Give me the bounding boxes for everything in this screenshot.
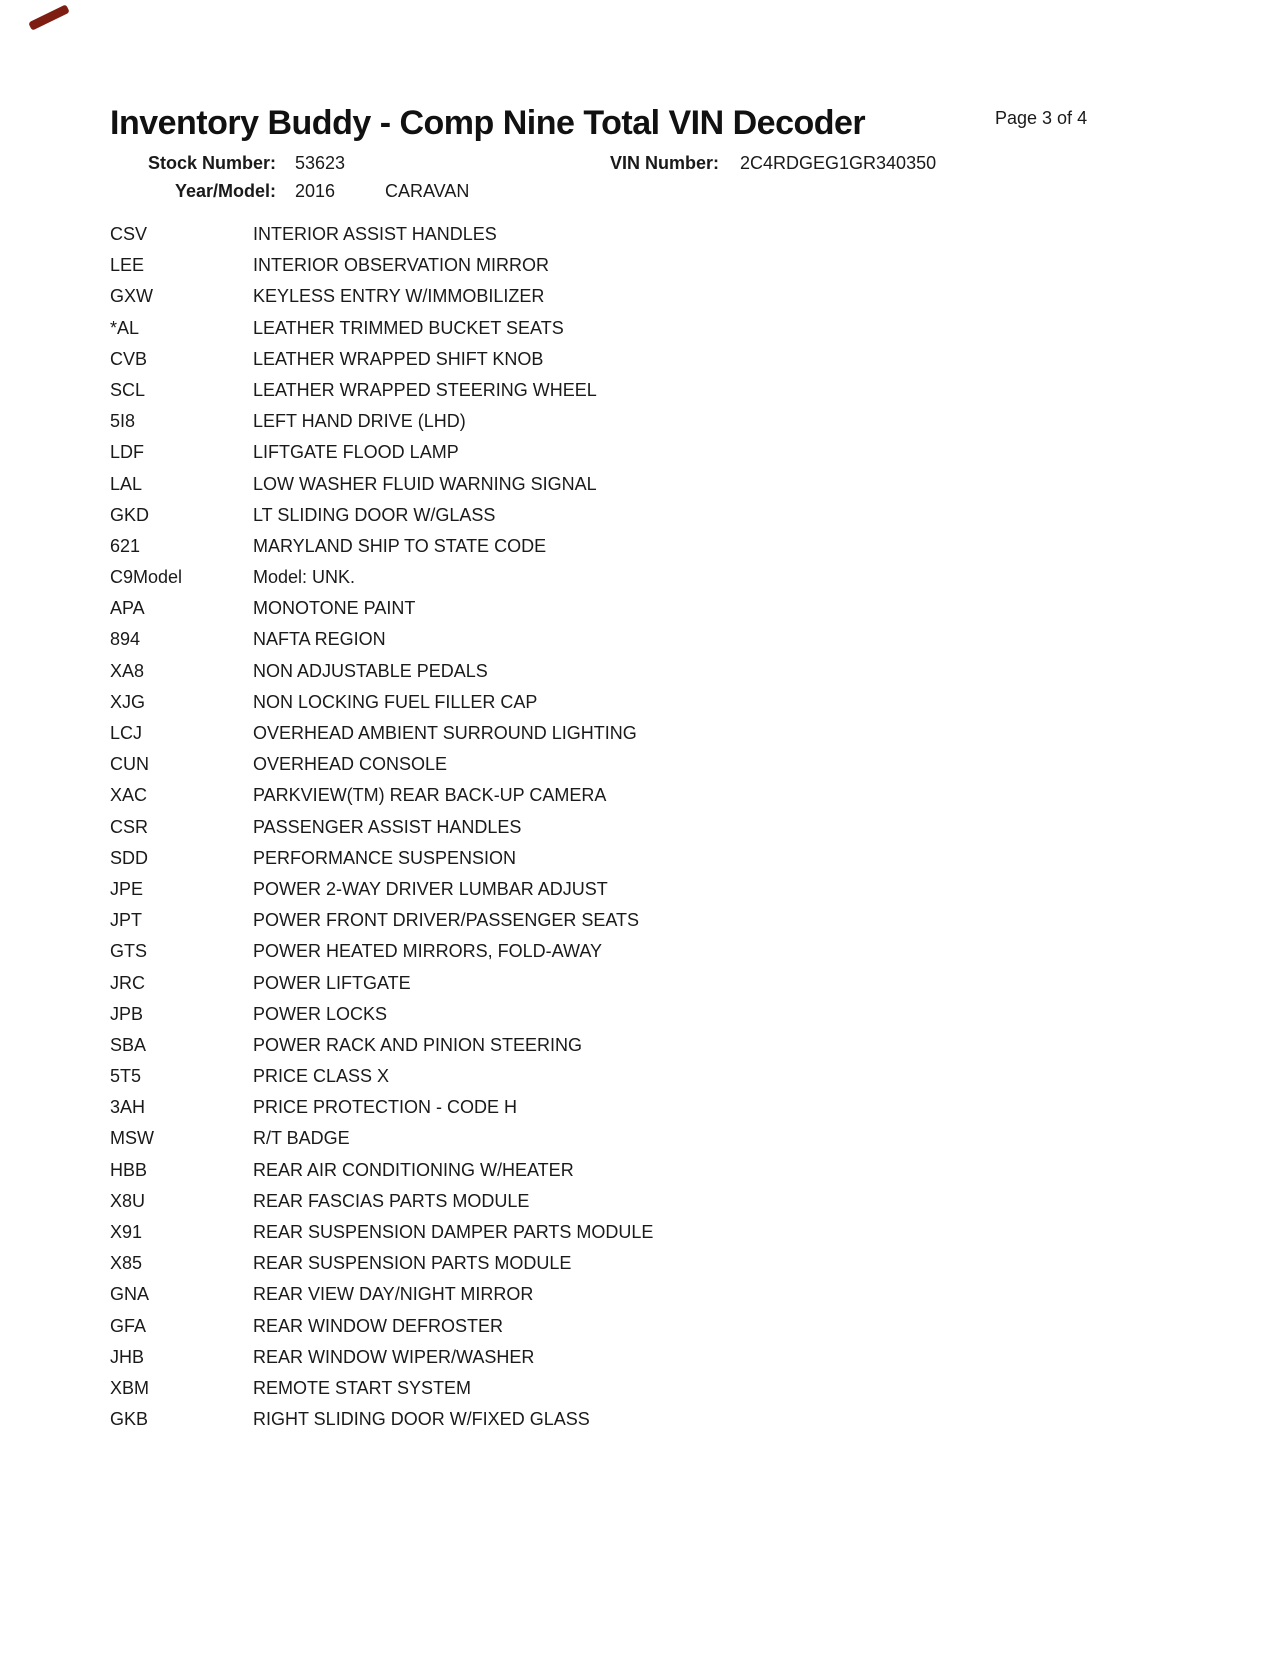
model-value: CARAVAN <box>385 181 470 201</box>
option-row <box>110 469 1210 500</box>
option-description: POWER 2-WAY DRIVER LUMBAR ADJUST <box>253 878 608 899</box>
vin-number-label: VIN Number: <box>610 153 720 173</box>
option-row <box>110 687 1210 718</box>
option-code: CVB <box>110 348 148 369</box>
option-row <box>110 562 1210 593</box>
option-description: REMOTE START SYSTEM <box>253 1377 472 1398</box>
option-description: PRICE PROTECTION - CODE H <box>253 1097 518 1118</box>
option-row <box>110 500 1210 531</box>
option-row <box>110 1311 1210 1342</box>
option-description: NAFTA REGION <box>253 629 386 650</box>
option-row <box>110 344 1210 375</box>
option-description: OVERHEAD CONSOLE <box>253 754 448 775</box>
option-row <box>110 250 1210 281</box>
option-code: JPE <box>110 878 144 899</box>
option-row <box>110 843 1210 874</box>
option-row <box>110 656 1210 687</box>
option-row <box>110 1342 1210 1373</box>
option-row <box>110 281 1210 312</box>
option-row <box>110 999 1210 1030</box>
option-description: RIGHT SLIDING DOOR W/FIXED GLASS <box>253 1409 590 1430</box>
option-description: LIFTGATE FLOOD LAMP <box>253 442 459 463</box>
option-row <box>110 1123 1210 1154</box>
option-row <box>110 936 1210 967</box>
option-row <box>110 749 1210 780</box>
option-description: PERFORMANCE SUSPENSION <box>253 847 517 868</box>
option-code: HBB <box>110 1159 148 1180</box>
option-row <box>110 905 1210 936</box>
option-row <box>110 1155 1210 1186</box>
stock-number-value: 53623 <box>295 153 346 173</box>
option-description: LEATHER WRAPPED SHIFT KNOB <box>253 348 544 369</box>
option-row <box>110 1092 1210 1123</box>
option-row <box>110 1248 1210 1279</box>
option-code: LDF <box>110 442 145 463</box>
option-code: GKD <box>110 504 150 525</box>
option-code: GFA <box>110 1315 147 1336</box>
option-code: X91 <box>110 1222 143 1242</box>
option-row <box>110 874 1210 905</box>
vin-number-value: 2C4RDGEG1GR340350 <box>740 153 937 173</box>
option-description: PASSENGER ASSIST HANDLES <box>253 816 522 837</box>
option-row <box>110 313 1210 344</box>
option-code: JHB <box>110 1346 145 1367</box>
option-code: JRC <box>110 972 145 993</box>
option-row <box>110 968 1210 999</box>
option-row <box>110 593 1210 624</box>
option-row <box>110 812 1210 843</box>
option-row <box>110 1217 1210 1248</box>
option-row <box>110 780 1210 811</box>
option-row <box>110 1061 1210 1092</box>
option-code: XJG <box>110 691 146 712</box>
option-row <box>110 1373 1210 1404</box>
option-code: CSR <box>110 816 149 837</box>
option-description: INTERIOR OBSERVATION MIRROR <box>253 255 550 276</box>
option-description: PARKVIEW(TM) REAR BACK-UP CAMERA <box>253 785 607 806</box>
stock-number-label: Stock Number: <box>148 153 277 173</box>
option-description: MONOTONE PAINT <box>253 598 416 619</box>
year-value: 2016 <box>295 181 336 201</box>
option-code: SDD <box>110 847 149 868</box>
year-model-label: Year/Model: <box>175 181 277 201</box>
option-code: APA <box>110 598 145 619</box>
option-code: JPT <box>110 910 143 931</box>
option-code: X85 <box>110 1253 143 1274</box>
option-description: LEFT HAND DRIVE (LHD) <box>253 411 466 432</box>
option-description: OVERHEAD AMBIENT SURROUND LIGHTING <box>253 723 637 743</box>
option-code: SCL <box>110 379 146 400</box>
option-description: POWER RACK AND PINION STEERING <box>253 1034 583 1055</box>
option-description: LEATHER TRIMMED BUCKET SEATS <box>253 317 564 338</box>
option-description: REAR WINDOW WIPER/WASHER <box>253 1346 535 1367</box>
option-description: REAR AIR CONDITIONING W/HEATER <box>253 1159 574 1180</box>
option-code: 5I8 <box>110 411 136 432</box>
option-description: LOW WASHER FLUID WARNING SIGNAL <box>253 473 597 494</box>
option-description: MARYLAND SHIP TO STATE CODE <box>253 535 547 556</box>
option-code: 3AH <box>110 1097 146 1118</box>
option-description: REAR SUSPENSION PARTS MODULE <box>253 1253 572 1274</box>
option-description: PRICE CLASS X <box>253 1066 390 1087</box>
page-number: Page 3 of 4 <box>995 108 1088 128</box>
option-description: REAR FASCIAS PARTS MODULE <box>253 1190 530 1211</box>
option-row <box>110 375 1210 406</box>
options-list <box>110 219 1210 1435</box>
option-description: POWER HEATED MIRRORS, FOLD-AWAY <box>253 941 603 962</box>
option-code: XA8 <box>110 660 145 681</box>
option-code: MSW <box>110 1128 154 1149</box>
option-description: REAR SUSPENSION DAMPER PARTS MODULE <box>253 1222 654 1242</box>
option-description: POWER LIFTGATE <box>253 972 411 993</box>
option-code: C9Model <box>110 567 183 588</box>
option-description: REAR WINDOW DEFROSTER <box>253 1315 503 1336</box>
pen-mark <box>28 4 70 31</box>
option-description: POWER FRONT DRIVER/PASSENGER SEATS <box>253 910 640 931</box>
option-row <box>110 219 1210 250</box>
option-row <box>110 1186 1210 1217</box>
option-code: LAL <box>110 473 143 494</box>
option-description: KEYLESS ENTRY W/IMMOBILIZER <box>253 286 545 307</box>
option-row <box>110 1279 1210 1310</box>
option-code: CSV <box>110 224 148 244</box>
option-code: XBM <box>110 1377 150 1398</box>
option-row <box>110 1404 1210 1435</box>
option-description: LT SLIDING DOOR W/GLASS <box>253 504 496 525</box>
option-description: REAR VIEW DAY/NIGHT MIRROR <box>253 1284 534 1305</box>
option-description: NON LOCKING FUEL FILLER CAP <box>253 691 538 712</box>
option-description: LEATHER WRAPPED STEERING WHEEL <box>253 379 597 400</box>
option-row <box>110 1030 1210 1061</box>
option-row <box>110 624 1210 655</box>
option-code: GNA <box>110 1284 150 1305</box>
option-code: LCJ <box>110 723 143 743</box>
option-code: 621 <box>110 535 141 556</box>
option-description: R/T BADGE <box>253 1128 350 1149</box>
option-row <box>110 531 1210 562</box>
option-code: GKB <box>110 1409 149 1430</box>
option-code: GTS <box>110 941 148 962</box>
page-title: Inventory Buddy - Comp Nine Total VIN Decoder <box>110 104 866 142</box>
option-code: 894 <box>110 629 141 650</box>
option-description: Model: UNK. <box>253 567 356 588</box>
option-code: JPB <box>110 1003 144 1024</box>
option-code: *AL <box>110 317 140 338</box>
option-code: 5T5 <box>110 1066 142 1087</box>
option-code: SBA <box>110 1034 147 1055</box>
option-row <box>110 406 1210 437</box>
option-code: GXW <box>110 286 153 307</box>
option-code: CUN <box>110 754 149 775</box>
option-row <box>110 437 1210 468</box>
option-description: INTERIOR ASSIST HANDLES <box>253 224 497 244</box>
option-code: X8U <box>110 1190 146 1211</box>
option-description: NON ADJUSTABLE PEDALS <box>253 660 488 681</box>
option-code: LEE <box>110 255 145 276</box>
option-row <box>110 718 1210 749</box>
option-code: XAC <box>110 785 148 806</box>
option-description: POWER LOCKS <box>253 1003 388 1024</box>
